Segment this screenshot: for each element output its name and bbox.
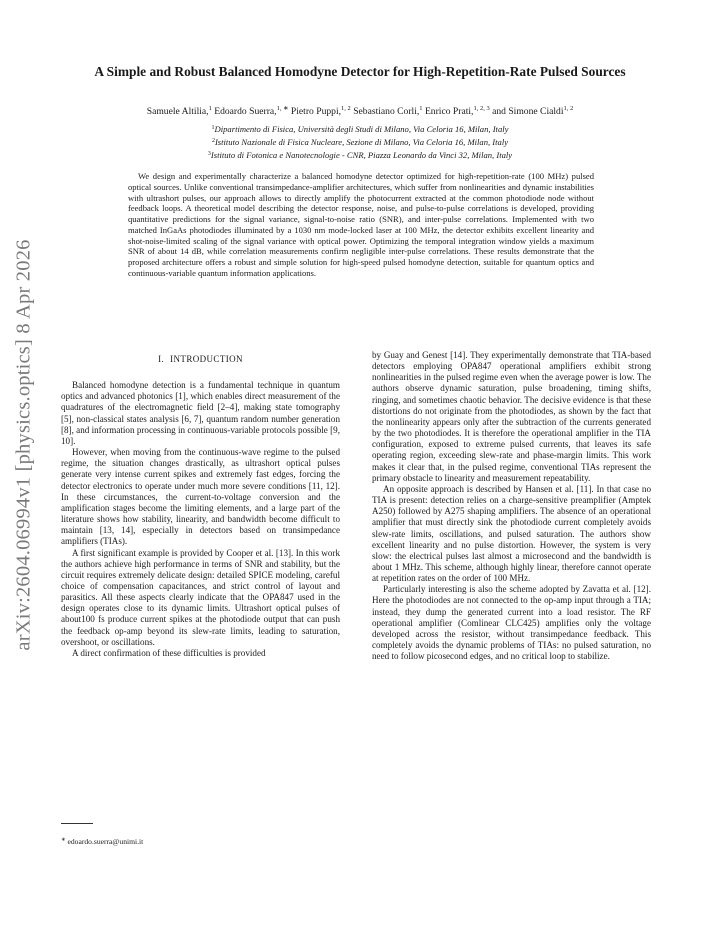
author-email-link[interactable]: edoardo.suerra@unimi.it [67,837,144,846]
footnote: ∗ edoardo.suerra@unimi.it [61,837,144,846]
footnote-divider [61,823,93,824]
affiliation: $^1$Dipartimento di Fisica, Università degli Studi di Milano, Via Celoria 16, Milan, Italy [211,124,509,134]
author: and Simone Cialdi$^{1, 2}$ [492,105,574,117]
author: Enrico Prati,$^{1, 2, 3}$ [424,105,490,117]
affiliation: $^2$Istituto Nazionale di Fisica Nucleare, Sezione di Milano, Via Celoria 16, Milan, Italy [211,137,509,147]
arxiv-identifier-stamp[interactable] [4,230,44,660]
author: Samuele Altilia,$^1$ [146,105,212,117]
paragraph: Particularly interesting is also the scheme adopted by Zavatta et al. [12]. Here the photodiodes are not connected to the op-amp input through a TIA; instead, they dump the generated current into a load resistor. The RF operational amplifier (Comlinear CLC425) amplifies only the voltage developed across the resistor, without transimpedance feedback. This completely avoids the dynamic problems of TIAs: no pulsed saturation, no need to follow picosecond edges, and no critical loop to stabilize. [372,584,651,662]
paragraph: by Guay and Genest [14]. They experimentally demonstrate that TIA-based detectors employing OPA847 operational amplifiers exhibit strong nonlinearities in the pulsed regime even when the average power is low. The authors observe dynamic saturation, pulse broadening, timing shifts, ringing, and sometimes chaotic behavior. The decisive evidence is that these distortions do not originate from the photodiodes, as shown by the fact that the nonlinearity appears only after the subtraction of the currents generated by the two photodiodes. It is therefore the operational amplifier in the TIA configuration, exposed to extreme pulsed currents, that leaves its safe operating region, exceeding slew-rate and phase-margin limits. This work makes it clear that, in the pulsed regime, conventional TIAs represent the primary obstacle to linearity and measurement repeatability. [372,350,651,483]
abstract: We design and experimentally characterize a balanced homodyne detector optimized for high-repetition-rate (100 MHz) pulsed optical sources. Unlike conventional transimpedance-amplifier architectures, which suffer from nonlinearities and dynamic instabilities with ultrashort pulses, our approach allows to directly amplify the photocurrent extracted at the common photodiode node without feedback loops. A theoretical model describing the detector response, noise, and pulse-to-pulse correlations is developed, providing quantitative predictions for the signal variance, signal-to-noise ratio (SNR), and inter-pulse correlations. Implemented with two matched InGaAs photodiodes illuminated by a 1030 nm mode-locked laser at 100 MHz, the detector exhibits excellent linearity and shot-noise-limited scaling of the signal variance with optical power. Optimizing the temporal integration window yields a maximum SNR of about 14 dB, while correlation measurements confirm negligible inter-pulse correlations. These results demonstrate that the proposed architecture offers a robust and simple solution for high-speed pulsed homodyne detection, suitable for quantum optics and continuous-variable quantum information applications. [128,171,594,278]
author: Pietro Puppi,$^{1, 2}$ [290,105,351,117]
author: Edoardo Suerra,$^{1, ∗}$ [214,105,289,117]
author-list [40,106,680,118]
paragraph: A direct confirmation of these difficulties is provided [72,647,266,658]
left-column [61,350,340,659]
paper-title: A Simple and Robust Balanced Homodyne Detector for High-Repetition-Rate Pulsed Sources [94,64,626,79]
right-column [372,350,651,662]
arxiv-identifier-text: arXiv:2604.06994v1 [physics.optics] 8 Apr 2026 [12,239,35,651]
paragraph: A first significant example is provided by Cooper et al. [13]. In this work the authors achieve high performance in terms of SNR and stability, but the circuit requires extremely delicate design: detailed SPICE modeling, careful choice of compensation capacitances, and strict control of layout and parasitics. All these aspects clearly indicate that the OPA847 used in the design operates close to its dynamic limits. Ultrashort optical pulses of about100 fs produce current spikes at the photodiode output that can push the feedback op-amp beyond its slew-rate limits, leading to saturation, overshoot, or oscillations. [61,547,340,647]
affiliation: $^3$Istituto di Fotonica e Nanotecnologie - CNR, Piazza Leonardo da Vinci 32, Milan, Italy [207,150,513,160]
paragraph: An opposite approach is described by Hansen et al. [11]. In that case no TIA is present: detection relies on a charge-sensitive preamplifier (Amptek A250) followed by A275 shaping amplifiers. The absence of an operational amplifier that must directly sink the photodiode current completely avoids slew-rate limits, oscillations, and pulsed saturation. The authors show excellent linearity and no pulse distortion. However, the system is very slow: the electrical pulses last almost a microsecond and the bandwidth is about 1 MHz. This scheme, although highly linear, therefore cannot operate at repetition rates on the order of 100 MHz. [372,483,651,584]
paragraph: However, when moving from the continuous-wave regime to the pulsed regime, the situation changes drastically, as ultrashort optical pulses generate very intense current spikes and extremely fast edges, forcing the detector electronics to operate under much more severe conditions [11, 12]. In these circumstances, the current-to-voltage conversion and the amplification stages become the limiting elements, and a large part of the literature shows how stability, linearity, and bandwidth become difficult to maintain [13, 14], especially in detectors based on transimpedance amplifiers (TIAs). [61,447,340,547]
author: Sebastiano Corli,$^1$ [353,105,423,117]
paragraph: Balanced homodyne detection is a fundamental technique in quantum optics and advanced photonics [1], which enables direct measurement of the quadratures of the electromagnetic field [2–4], making state tomography [5], non-classical states analysis [6, 7], quantum random number generation [8], and information processing in continuous-variable protocols possible [9, 10]. [61,380,340,446]
section-heading: I. INTRODUCTION [158,354,243,364]
